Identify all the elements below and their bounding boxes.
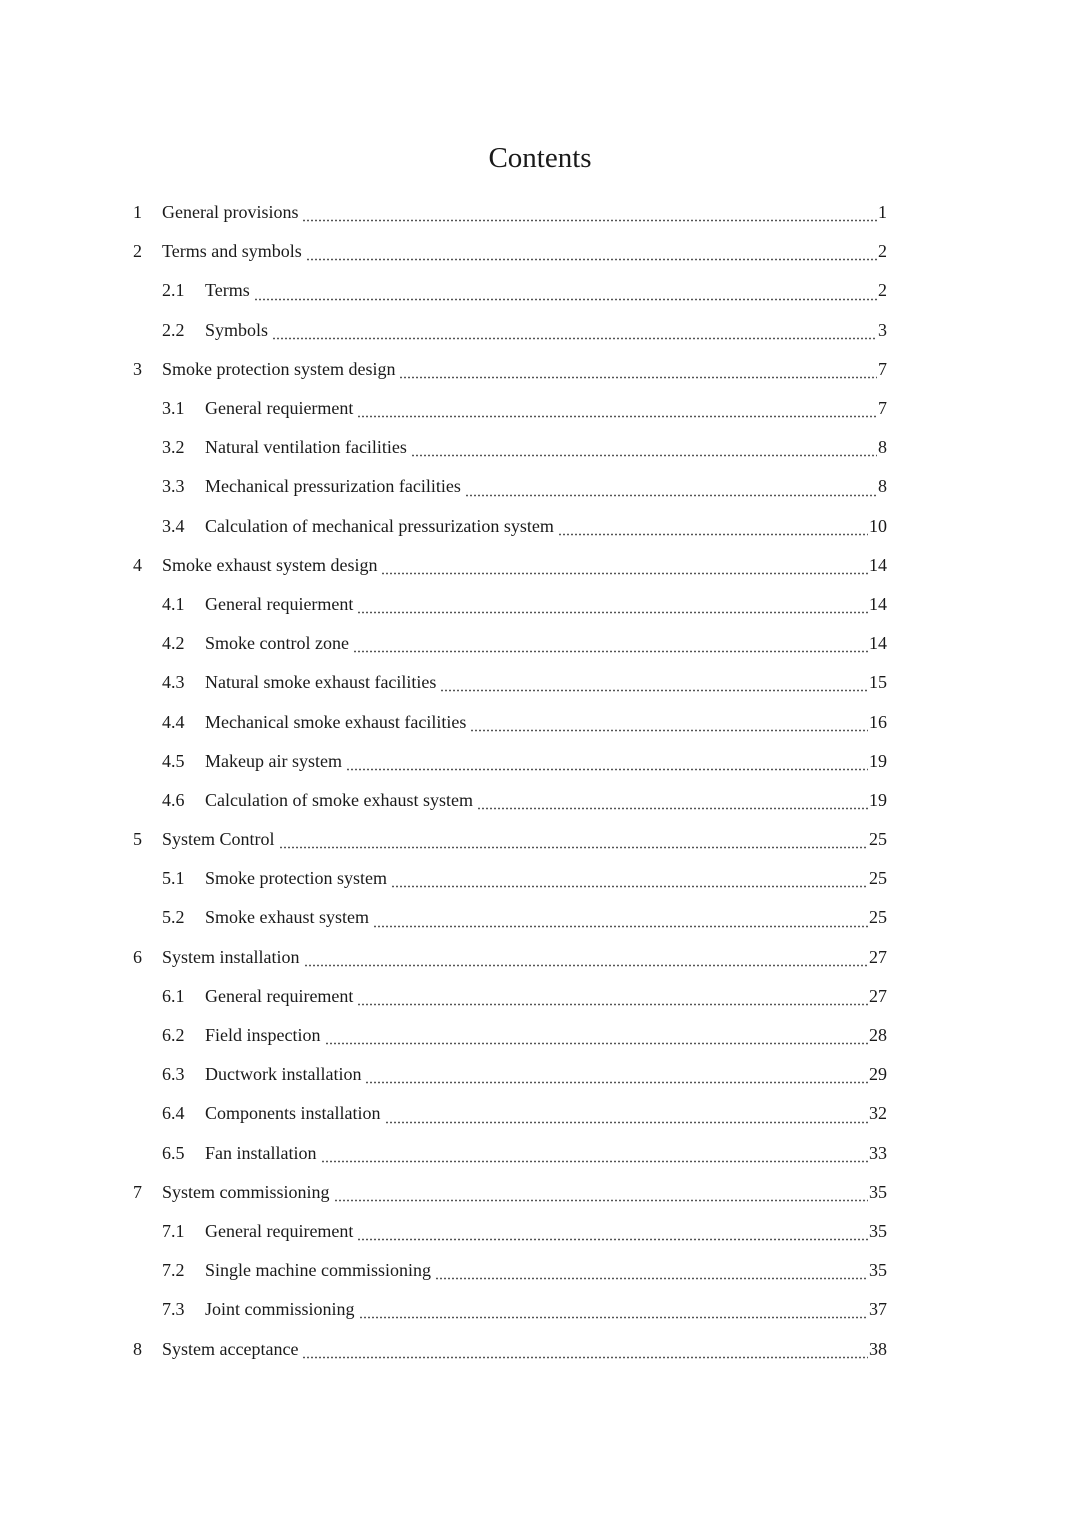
toc-section-entry[interactable] (133, 1134, 887, 1173)
toc-entry-number: 7.3 (162, 1299, 185, 1320)
toc-entry-number: 4.5 (162, 750, 185, 771)
toc-entry-label: Smoke exhaust system design (162, 554, 378, 575)
toc-page-number: 7 (878, 398, 887, 419)
toc-entry-label: Smoke control zone (205, 633, 349, 654)
toc-page-number: 29 (869, 1064, 887, 1085)
toc-page-number: 2 (878, 280, 887, 301)
toc-section-entry[interactable] (133, 1251, 887, 1290)
toc-page-number: 15 (869, 672, 887, 693)
toc-dot-leader (411, 439, 877, 457)
toc-entry-number: 7 (133, 1181, 142, 1202)
toc-chapter-entry[interactable] (133, 820, 887, 859)
toc-section-entry[interactable] (133, 311, 887, 350)
toc-entry-label: Joint commissioning (205, 1299, 355, 1320)
toc-page-number: 3 (878, 319, 887, 340)
toc-dot-leader (325, 1027, 869, 1045)
toc-page-number: 25 (869, 907, 887, 928)
toc-entry-number: 4 (133, 554, 142, 575)
toc-entry-number: 6.5 (162, 1142, 185, 1163)
toc-dot-leader (304, 949, 869, 967)
toc-page-number: 35 (869, 1260, 887, 1281)
toc-dot-leader (385, 1106, 869, 1124)
toc-dot-leader (440, 674, 868, 692)
toc-section-entry[interactable] (133, 507, 887, 546)
toc-dot-leader (558, 518, 868, 536)
toc-section-entry[interactable] (133, 898, 887, 937)
toc-entry-number: 2 (133, 241, 142, 262)
toc-entry-label: Calculation of smoke exhaust system (205, 789, 473, 810)
toc-page-number: 37 (869, 1299, 887, 1320)
toc-dot-leader (357, 1223, 868, 1241)
toc-entry-number: 2.1 (162, 280, 185, 301)
toc-entry-label: Ductwork installation (205, 1064, 362, 1085)
toc-section-entry[interactable] (133, 859, 887, 898)
toc-dot-leader (334, 1184, 868, 1202)
toc-section-entry[interactable] (133, 1212, 887, 1251)
toc-page-number: 14 (869, 554, 887, 575)
toc-page-number: 32 (869, 1103, 887, 1124)
toc-entry-number: 1 (133, 202, 142, 223)
toc-dot-leader (381, 557, 868, 575)
toc-entry-number: 4.3 (162, 672, 185, 693)
toc-entry-number: 4.4 (162, 711, 185, 732)
toc-dot-leader (357, 596, 868, 614)
toc-dot-leader (357, 988, 868, 1006)
toc-section-entry[interactable] (133, 467, 887, 506)
toc-entry-label: Fan installation (205, 1142, 317, 1163)
toc-chapter-entry[interactable] (133, 350, 887, 389)
toc-dot-leader (470, 714, 868, 732)
toc-page-number: 2 (878, 241, 887, 262)
toc-entry-label: General provisions (162, 202, 299, 223)
toc-entry-number: 5 (133, 829, 142, 850)
toc-entry-label: Mechanical smoke exhaust facilities (205, 711, 467, 732)
toc-page-number: 8 (878, 437, 887, 458)
toc-dot-leader (357, 400, 877, 418)
toc-page-number: 10 (869, 515, 887, 536)
toc-page-number: 35 (869, 1220, 887, 1241)
toc-entry-label: System commissioning (162, 1181, 330, 1202)
toc-dot-leader (435, 1262, 868, 1280)
toc-section-entry[interactable] (133, 585, 887, 624)
toc-entry-number: 5.1 (162, 868, 185, 889)
toc-dot-leader (359, 1301, 868, 1319)
toc-section-entry[interactable] (133, 663, 887, 702)
toc-dot-leader (391, 870, 868, 888)
toc-dot-leader (399, 361, 877, 379)
toc-entry-label: Smoke exhaust system (205, 907, 369, 928)
toc-section-entry[interactable] (133, 1290, 887, 1329)
toc-entry-label: General requierment (205, 398, 354, 419)
toc-page-number: 1 (878, 202, 887, 223)
toc-entry-number: 4.1 (162, 593, 185, 614)
toc-entry-label: Single machine commissioning (205, 1260, 431, 1281)
toc-entry-label: Field inspection (205, 1025, 321, 1046)
toc-section-entry[interactable] (133, 781, 887, 820)
toc-entry-label: System Control (162, 829, 275, 850)
toc-page-number: 16 (869, 711, 887, 732)
toc-dot-leader (302, 1341, 868, 1359)
toc-dot-leader (302, 204, 877, 222)
toc-entry-label: Makeup air system (205, 750, 342, 771)
toc-entry-number: 6.4 (162, 1103, 185, 1124)
toc-page-number: 33 (869, 1142, 887, 1163)
toc-entry-label: General requirement (205, 1220, 354, 1241)
toc-chapter-entry[interactable] (133, 232, 887, 271)
toc-entry-label: General requierment (205, 593, 354, 614)
toc-entry-label: System acceptance (162, 1338, 299, 1359)
toc-dot-leader (346, 753, 868, 771)
toc-entry-number: 5.2 (162, 907, 185, 928)
toc-page-number: 25 (869, 829, 887, 850)
toc-chapter-entry[interactable] (133, 546, 887, 585)
toc-dot-leader (373, 910, 868, 928)
toc-entry-number: 7.1 (162, 1220, 185, 1241)
toc-entry-label: General requirement (205, 985, 354, 1006)
toc-page-number: 7 (878, 358, 887, 379)
toc-entry-number: 3.4 (162, 515, 185, 536)
toc-dot-leader (306, 243, 877, 261)
toc-entry-number: 3.3 (162, 476, 185, 497)
toc-dot-leader (272, 322, 877, 340)
toc-entry-number: 4.6 (162, 789, 185, 810)
toc-page-number: 27 (869, 946, 887, 967)
toc-entry-label: Natural ventilation facilities (205, 437, 407, 458)
toc-entry-number: 8 (133, 1338, 142, 1359)
table-of-contents (133, 193, 887, 1369)
toc-entry-number: 3.1 (162, 398, 185, 419)
toc-entry-label: Terms and symbols (162, 241, 302, 262)
toc-page-number: 28 (869, 1025, 887, 1046)
toc-section-entry[interactable] (133, 742, 887, 781)
toc-section-entry[interactable] (133, 1094, 887, 1133)
toc-entry-number: 6.2 (162, 1025, 185, 1046)
toc-section-entry[interactable] (133, 702, 887, 741)
toc-dot-leader (465, 479, 877, 497)
toc-entry-label: Smoke protection system (205, 868, 387, 889)
toc-entry-number: 3 (133, 358, 142, 379)
toc-page-number: 38 (869, 1338, 887, 1359)
toc-section-entry[interactable] (133, 977, 887, 1016)
toc-page-number: 19 (869, 789, 887, 810)
toc-chapter-entry[interactable] (133, 1329, 887, 1368)
toc-entry-label: Mechanical pressurization facilities (205, 476, 461, 497)
toc-entry-label: System installation (162, 946, 300, 967)
toc-page-number: 27 (869, 985, 887, 1006)
toc-entry-label: Components installation (205, 1103, 381, 1124)
toc-entry-number: 7.2 (162, 1260, 185, 1281)
toc-section-entry[interactable] (133, 1016, 887, 1055)
toc-chapter-entry[interactable] (133, 1173, 887, 1212)
toc-page-number: 14 (869, 593, 887, 614)
toc-entry-number: 6 (133, 946, 142, 967)
toc-page-number: 8 (878, 476, 887, 497)
toc-page-number: 25 (869, 868, 887, 889)
toc-dot-leader (365, 1066, 868, 1084)
toc-section-entry[interactable] (133, 389, 887, 428)
toc-entry-label: Terms (205, 280, 250, 301)
toc-page-number: 35 (869, 1181, 887, 1202)
toc-entry-label: Calculation of mechanical pressurization system (205, 515, 554, 536)
toc-page-number: 14 (869, 633, 887, 654)
toc-dot-leader (477, 792, 868, 810)
toc-section-entry[interactable] (133, 271, 887, 310)
toc-chapter-entry[interactable] (133, 193, 887, 232)
toc-section-entry[interactable] (133, 624, 887, 663)
toc-entry-number: 6.1 (162, 985, 185, 1006)
toc-entry-number: 3.2 (162, 437, 185, 458)
page-title: Contents (488, 142, 592, 174)
toc-dot-leader (321, 1145, 869, 1163)
toc-entry-label: Smoke protection system design (162, 358, 396, 379)
toc-entry-number: 6.3 (162, 1064, 185, 1085)
toc-page-number: 19 (869, 750, 887, 771)
toc-entry-label: Symbols (205, 319, 269, 340)
toc-dot-leader (353, 635, 868, 653)
toc-entry-label: Natural smoke exhaust facilities (205, 672, 437, 693)
toc-section-entry[interactable] (133, 1055, 887, 1094)
toc-dot-leader (279, 831, 868, 849)
toc-section-entry[interactable] (133, 428, 887, 467)
toc-entry-number: 2.2 (162, 319, 185, 340)
toc-dot-leader (254, 283, 877, 301)
toc-chapter-entry[interactable] (133, 938, 887, 977)
toc-entry-number: 4.2 (162, 633, 185, 654)
